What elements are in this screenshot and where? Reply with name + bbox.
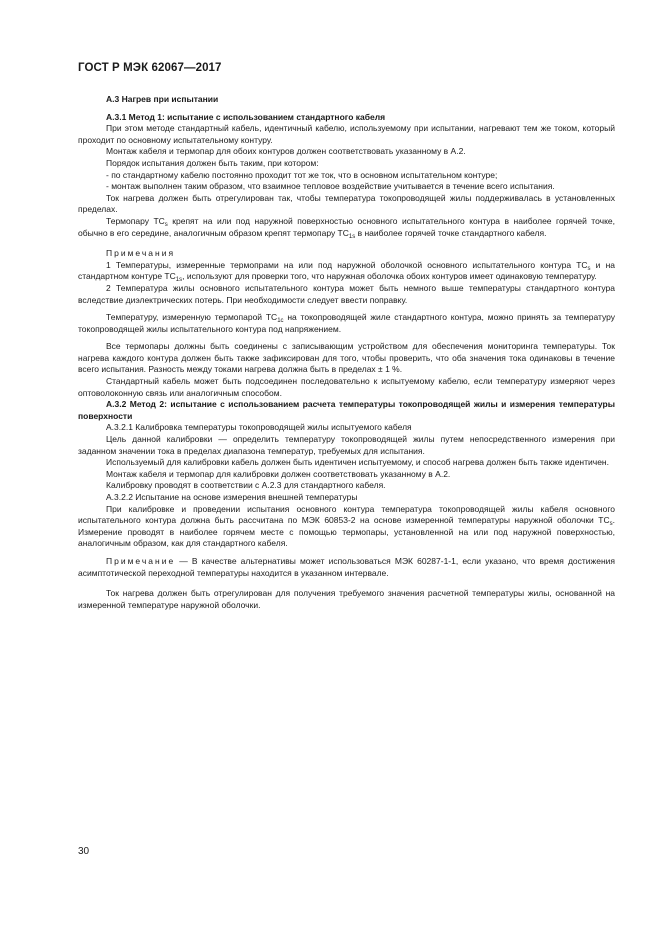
paragraph: Монтаж кабеля и термопар для обоих контуров должен соответствовать указанному в А.2. (106, 146, 466, 157)
paragraph: Все термопары должны быть соединены с записывающим устройством для обеспечения мониторинга температуры. Ток нагрева каждого контура должен быть также зафиксирован для того, чтобы проверить, что оба значения тока одинаковы в течение всего испытания. Разность между токами нагрева должна быть в пределах ± 1 %. (78, 341, 615, 375)
paragraph: Стандартный кабель может быть подсоединен последовательно к испытуемому кабелю, если температуру измеряют через оптоволоконную связь или аналогичным способом. (78, 376, 615, 398)
document-body (78, 94, 615, 611)
paragraph: При этом методе стандартный кабель, идентичный кабелю, используемому при испытании, нагревают тем же током, который проходит по основному испытательному контуру. (78, 123, 615, 145)
paragraph: Ток нагрева должен быть отрегулирован так, чтобы температура токопроводящей жилы поддерживалась в установленных пределах. (78, 192, 615, 215)
paragraph: Термопару $ТС_s$ крепят на или под наружной поверхностью основного испытательного контура в наиболее горячей точке, обычно в его середине, аналогичным образом крепят термопару $ТС_{1s}$ в наиболее горячей точке стандартного кабеля. (78, 215, 615, 240)
paragraph: Температуру, измеренную термопарой $ТС_{1c}$ на токопроводящей жиле стандартного контура, можно принять за температуру токопроводящей жилы испытательного контура под напряжением. (78, 312, 616, 334)
paragraph: А.3.2.2 Испытание на основе измерения внешней температуры (106, 492, 358, 502)
page-number: 30 (78, 846, 90, 857)
paragraph: 2 Температура жилы основного испытательного контура может быть немного выше температуры стандартного контура вследствие диэлектрических потерь. При необходимости следует ввести поправку. (78, 282, 615, 305)
paragraph: При калибровке и проведении испытания основного контура температура токопроводящей жилы кабеля основного испытательного контура должна быть рассчитана по МЭК 60853-2 на основе измеренной температуры наружной оболочки $ТС_s$. Измерение проводят в наиболее горячем месте с помощью термопары, установленной на или под наружной поверхностью, аналогичным образом, как для стандартного кабеля. (78, 503, 615, 549)
paragraph: Монтаж кабеля и термопар для калибровки должен соответствовать указанному в А.2. (106, 468, 451, 479)
paragraph: Используемый для калибровки кабель должен быть идентичен испытуемому, и способ нагрева должен быть также идентичен. (106, 457, 609, 468)
paragraph: Примечание — В качестве альтернативы может использоваться МЭК 60287-1-1, если указано, что время достижения асимптотической переходной температуры находится в указанном интервале. (78, 555, 615, 578)
section-heading: А.3.2 Метод 2: испытание с использованием расчета температуры токопроводящей жилы и измерения температуры поверхности (78, 399, 615, 421)
section-heading: А.3.1 Метод 1: испытание с использованием стандартного кабеля (106, 111, 386, 122)
paragraph: Калибровку проводят в соответствии с А.2.3 для стандартного кабеля. (106, 480, 386, 491)
paragraph: А.3.2.1 Калибровка температуры токопроводящей жилы испытуемого кабеля (106, 422, 412, 433)
document-header: ГОСТ Р МЭК 62067—2017 (78, 62, 222, 74)
paragraph: Примечания (106, 248, 176, 259)
paragraph: - по стандартному кабелю постоянно проходит тот же ток, что в основном испытательном контуре; (106, 169, 498, 180)
paragraph: Порядок испытания должен быть таким, при котором: (106, 157, 319, 168)
paragraph: Цель данной калибровки — определить температуру токопроводящей жилы путем непосредственного измерения при заданном значении тока в пределах диапазона температур, требуемых для испытания. (78, 434, 615, 456)
paragraph: Ток нагрева должен быть отрегулирован для получения требуемого значения расчетной температуры жилы, основанной на измеренной температуре наружной оболочки. (78, 588, 615, 610)
paragraph: - монтаж выполнен таким образом, что взаимное тепловое воздействие учитывается в течение всего испытания. (106, 181, 555, 192)
section-heading: А.3 Нагрев при испытании (106, 94, 219, 104)
paragraph: 1 Температуры, измеренные термопрами на или под наружной оболочкой основного испытательного контура $ТС_s$ и на стандартном контуре $ТС_{1s}$, используют для проверки того, что наружная оболочка обоих контуров имеет одинаковую температуру. (78, 259, 615, 284)
